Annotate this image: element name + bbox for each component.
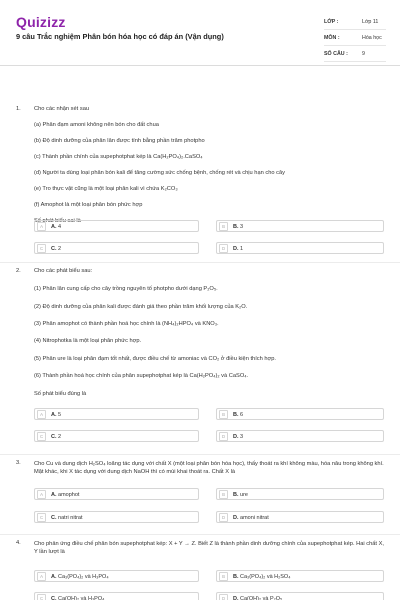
option-label: D. <box>233 433 239 440</box>
meta-value: 9 <box>362 50 365 57</box>
option-label: D. <box>233 245 239 252</box>
statement: (f) Amophot là một loại phân bón phức hợp <box>34 202 143 208</box>
option-letter: A <box>37 410 46 419</box>
option-c[interactable] <box>34 242 199 254</box>
option-text: 4 <box>58 223 62 230</box>
option-text: amophot <box>58 491 80 498</box>
option-letter: C <box>37 432 46 441</box>
option-label: D. <box>233 514 239 521</box>
option-a[interactable] <box>34 408 199 420</box>
meta-row-grade <box>324 14 386 30</box>
statement: (3) Phân amophot có thành phần hoá học chính là (NH₄)₂HPO₄ và KNO₃. <box>34 321 219 327</box>
option-label: C. <box>51 433 57 440</box>
option-b[interactable] <box>216 408 384 420</box>
option-text: 1 <box>240 245 244 252</box>
option-letter: D <box>219 513 228 522</box>
option-a[interactable] <box>34 220 199 232</box>
option-c[interactable] <box>34 592 199 600</box>
option-letter: B <box>219 572 228 581</box>
option-text: 3 <box>240 223 244 230</box>
question-number: 1. <box>16 106 21 112</box>
option-letter: B <box>219 490 228 499</box>
question-stem: Cho các nhận xét sau <box>34 106 90 112</box>
option-label: C. <box>51 514 57 521</box>
option-label: A. <box>51 491 57 498</box>
option-text: ure <box>240 491 248 498</box>
option-c[interactable] <box>34 430 199 442</box>
option-text: 5 <box>58 411 62 418</box>
statement: (1) Phân lân cung cấp cho cây trồng nguyên tố photpho dưới dạng P₂O₅. <box>34 286 218 292</box>
option-label: A. <box>51 411 57 418</box>
meta-table <box>324 14 386 62</box>
question-divider <box>0 454 400 455</box>
meta-value: Hóa học <box>362 34 382 41</box>
question-number: 4. <box>16 540 21 546</box>
option-a[interactable] <box>34 488 199 500</box>
option-b[interactable] <box>216 570 384 582</box>
option-text: Ca(OH)₂ và H₃PO₄ <box>58 595 105 600</box>
option-letter: A <box>37 222 46 231</box>
question-stem: Cho các phát biểu sau: <box>34 268 93 274</box>
option-text: amoni nitrat <box>240 514 269 521</box>
question-divider <box>0 534 400 535</box>
statement: (d) Người ta dùng loại phân bón kali để tăng cường sức chống bệnh, chống rét và chịu hạn cho cây <box>34 170 285 176</box>
option-letter: C <box>37 513 46 522</box>
question-stem: Cho phản ứng điều chế phân bón supephotphat kép: X + Y → Z. Biết Z là thành phần dinh dưỡng chính của supephotphat kép. Hai chất X, Y lần lượt là <box>34 541 384 555</box>
statement: (a) Phân đạm amoni không nên bón cho đất chua <box>34 122 159 128</box>
question-divider <box>0 262 400 263</box>
question-prompt: Số phát biểu đúng là <box>34 391 87 397</box>
meta-value: Lớp 11 <box>362 18 379 25</box>
option-letter: D <box>219 432 228 441</box>
option-label: B. <box>233 223 239 230</box>
page-title: 9 câu Trắc nghiệm Phân bón hóa học có đáp án (Vận dụng) <box>16 32 224 41</box>
option-letter: B <box>219 410 228 419</box>
option-letter: A <box>37 490 46 499</box>
meta-key: MÔN : <box>324 34 340 41</box>
option-letter: B <box>219 222 228 231</box>
question-number: 2. <box>16 268 21 274</box>
statement: (e) Tro thực vật cũng là một loại phân kali vì chứa K₂CO₃ <box>34 186 178 192</box>
statement: (6) Thành phần hoá học chính của phân supephotphat kép là Ca(H₂PO₄)₂ và CaSO₄. <box>34 373 249 379</box>
meta-row-subject <box>324 30 386 46</box>
option-d[interactable] <box>216 511 384 523</box>
option-c[interactable] <box>34 511 199 523</box>
option-text: 2 <box>58 245 62 252</box>
option-letter: A <box>37 572 46 581</box>
option-d[interactable] <box>216 242 384 254</box>
option-label: B. <box>233 491 239 498</box>
option-label: B. <box>233 411 239 418</box>
meta-row-count <box>324 46 386 62</box>
option-label: D. <box>233 595 239 600</box>
option-text: Ca(OH)₂ và P₂O₅ <box>240 595 283 600</box>
option-letter: C <box>37 244 46 253</box>
quizizz-logo: Quizizz <box>16 14 66 30</box>
option-d[interactable] <box>216 430 384 442</box>
meta-key: LỚP : <box>324 18 339 25</box>
option-label: C. <box>51 595 57 600</box>
option-b[interactable] <box>216 220 384 232</box>
option-letter: C <box>37 594 46 600</box>
option-text: Ca₃(PO₄)₂ và H₃PO₄ <box>58 573 109 580</box>
option-text: 3 <box>240 433 244 440</box>
option-text: natri nitrat <box>58 514 83 521</box>
statement: (c) Thành phần chính của supephotphat kép là Ca(H₂PO₄)₂.CaSO₄ <box>34 154 203 160</box>
question-number: 3. <box>16 460 21 466</box>
option-a[interactable] <box>34 570 199 582</box>
question-stem: Cho Cu và dung dịch H₂SO₄ loãng tác dụng với chất X (một loại phân bón hóa học), thấy thoát ra khí không màu, hóa nâu trong không khí. Mặt khác, khi X tác dụng với dung dịch NaOH thì có mùi khai thoát ra. Chất X là <box>34 461 384 475</box>
option-label: A. <box>51 223 57 230</box>
option-letter: D <box>219 244 228 253</box>
statement: (2) Độ dinh dưỡng của phân kali được đánh giá theo phần trăm khối lượng của K₂O. <box>34 304 248 310</box>
header-divider <box>0 65 400 66</box>
meta-key: SỐ CÂU : <box>324 50 348 57</box>
option-letter: D <box>219 594 228 600</box>
option-label: C. <box>51 245 57 252</box>
option-text: 2 <box>58 433 62 440</box>
option-label: A. <box>51 573 57 580</box>
option-label: B. <box>233 573 239 580</box>
statement: (b) Độ dinh dưỡng của phân lân được tính bằng phần trăm photpho <box>34 138 205 144</box>
option-text: 6 <box>240 411 244 418</box>
option-b[interactable] <box>216 488 384 500</box>
option-text: Ca₃(PO₄)₂ và H₂SO₄ <box>240 573 291 580</box>
statement: (4) Nitrophotka là một loại phân phức hợp. <box>34 338 142 344</box>
statement: (5) Phân ure là loại phân đạm tốt nhất, được điều chế từ amoniac và CO₂ ở điều kiện thích hợp. <box>34 356 277 362</box>
question-prompt: Số phát biểu sai là <box>34 218 81 224</box>
option-d[interactable] <box>216 592 384 600</box>
